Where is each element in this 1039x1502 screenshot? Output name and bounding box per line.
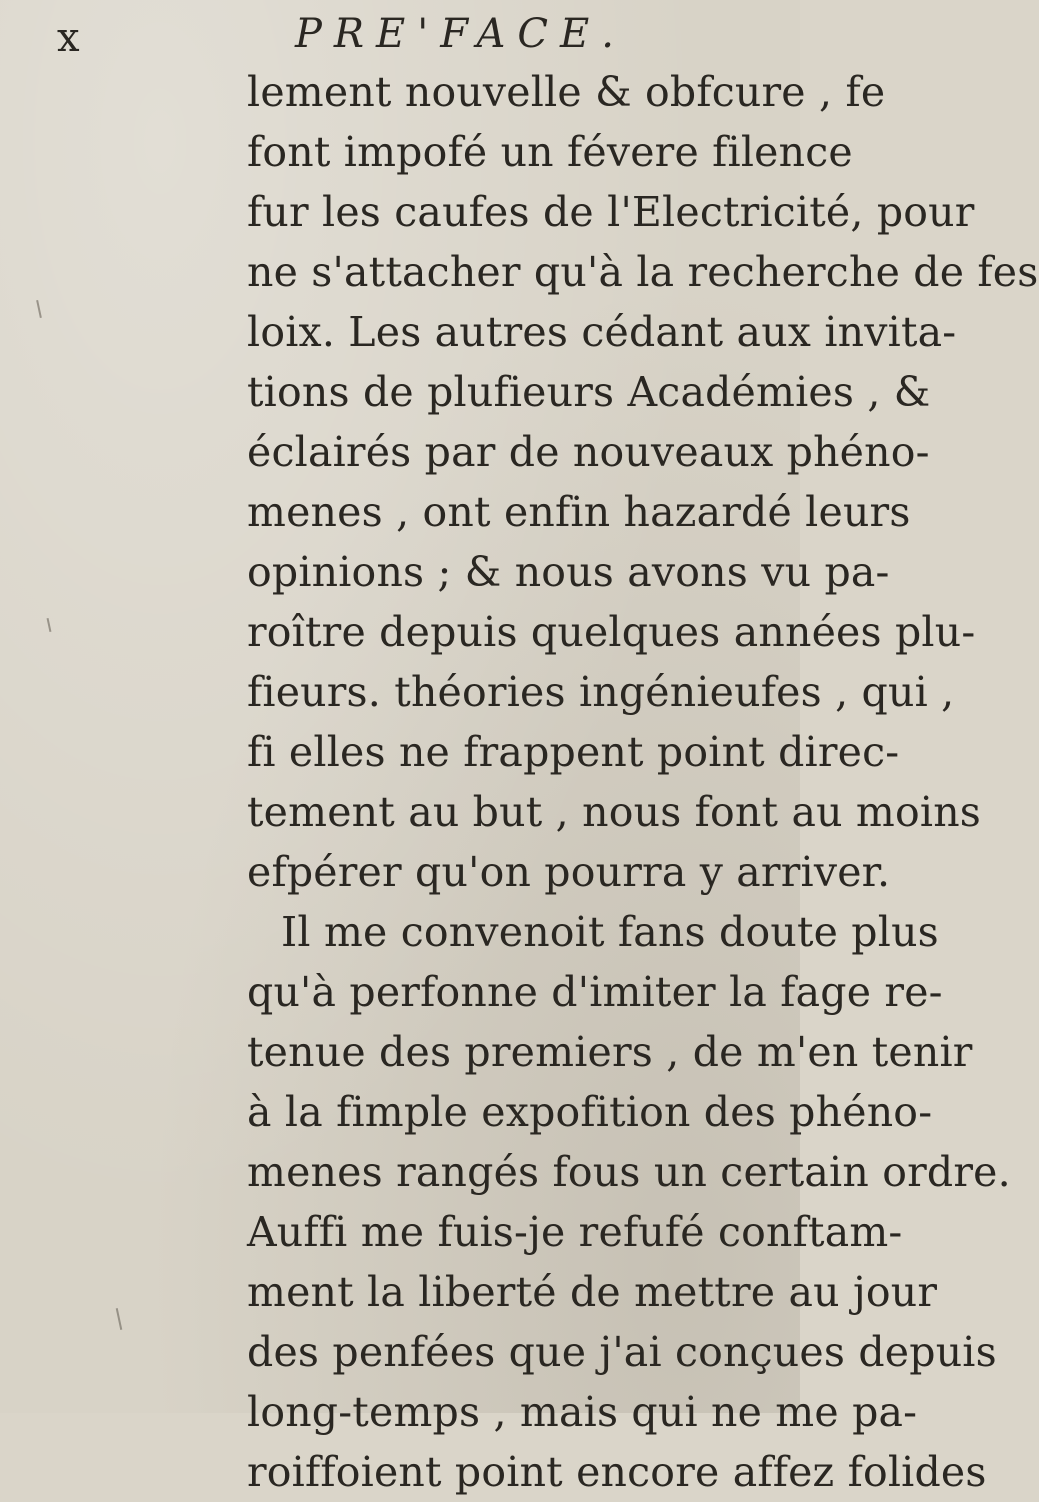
text-line: ment la liberté de mettre au jour <box>247 1268 938 1316</box>
text-line: menes rangés fous un certain ordre. <box>247 1148 1011 1196</box>
paper-blemish <box>116 1308 123 1330</box>
text-line: tions de plufieurs Académies , & <box>247 368 931 416</box>
text-line: lement nouvelle & obfcure , fe <box>247 68 886 116</box>
paper-blemish <box>47 618 52 632</box>
text-line: efpérer qu'on pourra y arriver. <box>247 848 891 896</box>
text-line: roiffoient point encore affez folides <box>247 1448 987 1496</box>
text-line: fi elles ne frappent point direc- <box>247 728 900 776</box>
text-line: des penfées que j'ai conçues depuis <box>247 1328 997 1376</box>
text-line: fur les caufes de l'Electricité, pour <box>247 188 975 236</box>
text-line: menes , ont enfin hazardé leurs <box>247 488 911 536</box>
text-line: fieurs. théories ingénieufes , qui , <box>247 668 955 716</box>
text-line: éclairés par de nouveaux phéno- <box>247 428 930 476</box>
text-line: Auffi me fuis-je refufé conftam- <box>247 1208 903 1256</box>
running-head: PRE'FACE. <box>295 11 626 57</box>
text-line: long-temps , mais qui ne me pa- <box>247 1388 918 1436</box>
paper-blemish <box>36 300 42 318</box>
text-line: ne s'attacher qu'à la recherche de fes <box>247 248 1039 296</box>
page-number: x <box>57 15 82 61</box>
text-line: tement au but , nous font au moins <box>247 788 982 836</box>
text-line: à la fimple expofition des phéno- <box>247 1088 933 1136</box>
text-line: tenue des premiers , de m'en tenir <box>247 1028 973 1076</box>
text-line: loix. Les autres cédant aux invita- <box>247 308 957 356</box>
text-line: font impofé un févere filence <box>247 128 853 176</box>
text-line: roître depuis quelques années plu- <box>247 608 976 656</box>
text-line: qu'à perfonne d'imiter la fage re- <box>247 968 943 1016</box>
body-text <box>247 62 1039 1502</box>
text-line: Il me convenoit fans doute plus <box>281 908 939 956</box>
text-line: opinions ; & nous avons vu pa- <box>247 548 890 596</box>
